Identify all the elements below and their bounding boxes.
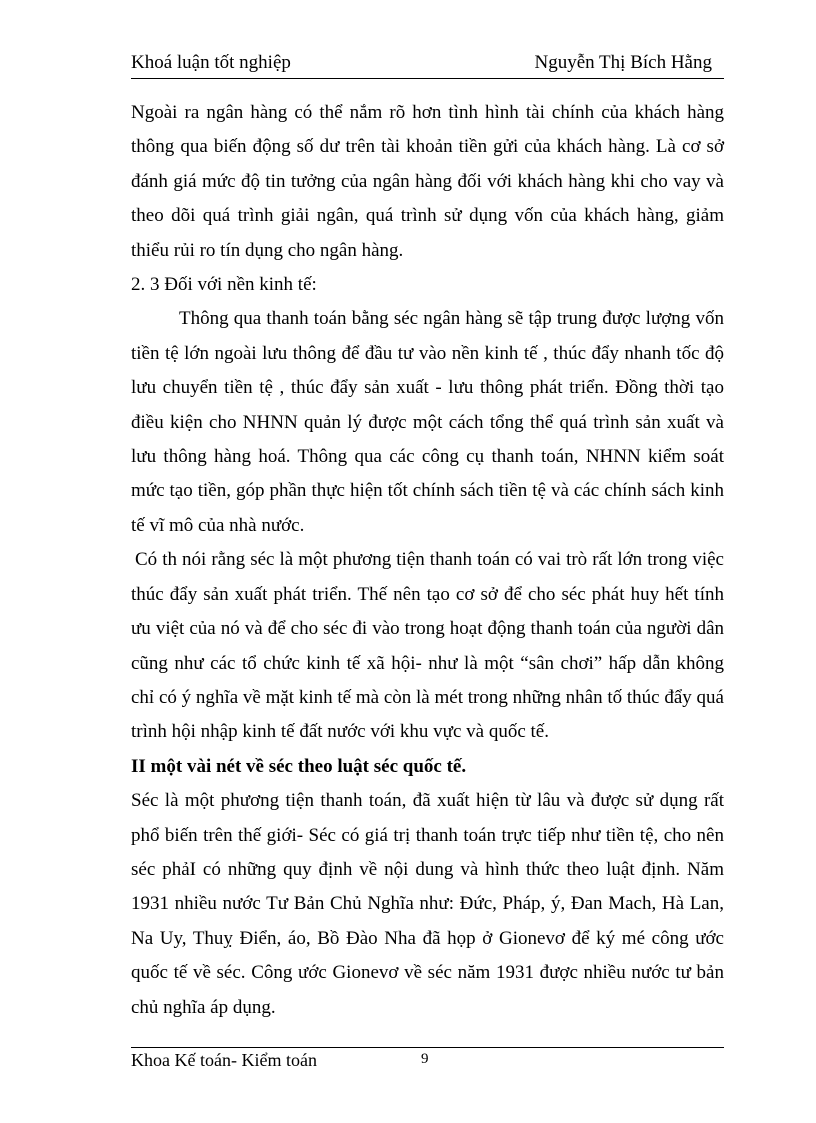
page-footer: [131, 1047, 724, 1078]
section-heading-economy: 2. 3 Đối với nền kinh tế:: [131, 274, 317, 296]
paragraph-geneva-convention: Séc là một phương tiện thanh toán, đã xuất hiện từ lâu và được sử dụng rất phổ biến trên thế giới- Séc có giá trị thanh toán trực tiếp như tiền tệ, cho nên séc phảI có những quy định về nội dung và hình thức theo luật định. Năm 1931 nhiều nước Tư Bản Chủ Nghĩa như: Đức, Pháp, ý, Đan Mach, Hà Lan, Na Uy, Thuỵ Điển, áo, Bồ Đào Nha đã họp ở Gionevơ để ký mé công ước quốc tế về séc. Công ước Gionevơ về séc năm 1931 được nhiều nước tư bản chủ nghĩa áp dụng.: [131, 790, 724, 1018]
paragraph-cheque-role: Có th nói rằng séc là một phương tiện thanh toán có vai trò rất lớn trong việc thúc đẩy sản xuất phát triển. Thế nên tạo cơ sở để cho séc phát huy hết tính ưu việt của nó và để cho séc đi vào trong hoạt động thanh toán của người dân cũng như các tổ chức kinh tế xã hội- như là một “sân chơi” hấp dẫn không chỉ có ý nghĩa về mặt kinh tế mà còn là mét trong những nhân tố thúc đẩy quá trình hội nhập kinh tế đất nước với khu vực và quốc tế.: [131, 549, 724, 743]
page-header: [131, 50, 724, 79]
page-body: [131, 96, 724, 1025]
page-number: 9: [421, 1051, 429, 1067]
paragraph-economy-benefits: Thông qua thanh toán bằng séc ngân hàng sẽ tập trung được lượng vốn tiền tệ lớn ngoài lưu thông để đầu tư vào nền kinh tế , thúc đẩy nhanh tốc độ lưu chuyển tiền tệ , thúc đẩy sản xuất - lưu thông phát triển. Đồng thời tạo điều kiện cho NHNN quản lý được một cách tổng thể quá trình sản xuất và lưu thông hàng hoá. Thông qua các công cụ thanh toán, NHNN kiểm soát mức tạo tiền, góp phần thực hiện tốt chính sách tiền tệ và các chính sách kinh tế vĩ mô của nhà nước.: [131, 308, 724, 536]
header-thesis-title: Khoá luận tốt nghiệp: [131, 52, 291, 73]
section-heading-international-law: II một vài nét về séc theo luật séc quốc tế.: [131, 755, 467, 777]
paragraph-risk-monitoring: Ngoài ra ngân hàng có thể nắm rõ hơn tình hình tài chính của khách hàng thông qua biến động số dư trên tài khoản tiền gửi của khách hàng. Là cơ sở đánh giá mức độ tin tưởng của ngân hàng đối với khách hàng khi cho vay và theo dõi quá trình giải ngân, quá trình sử dụng vốn của khách hàng, giảm thiểu rủi ro tín dụng cho ngân hàng.: [131, 102, 724, 261]
header-author-name: Nguyễn Thị Bích Hằng: [534, 52, 712, 73]
footer-department: Khoa Kế toán- Kiểm toán: [131, 1050, 317, 1070]
